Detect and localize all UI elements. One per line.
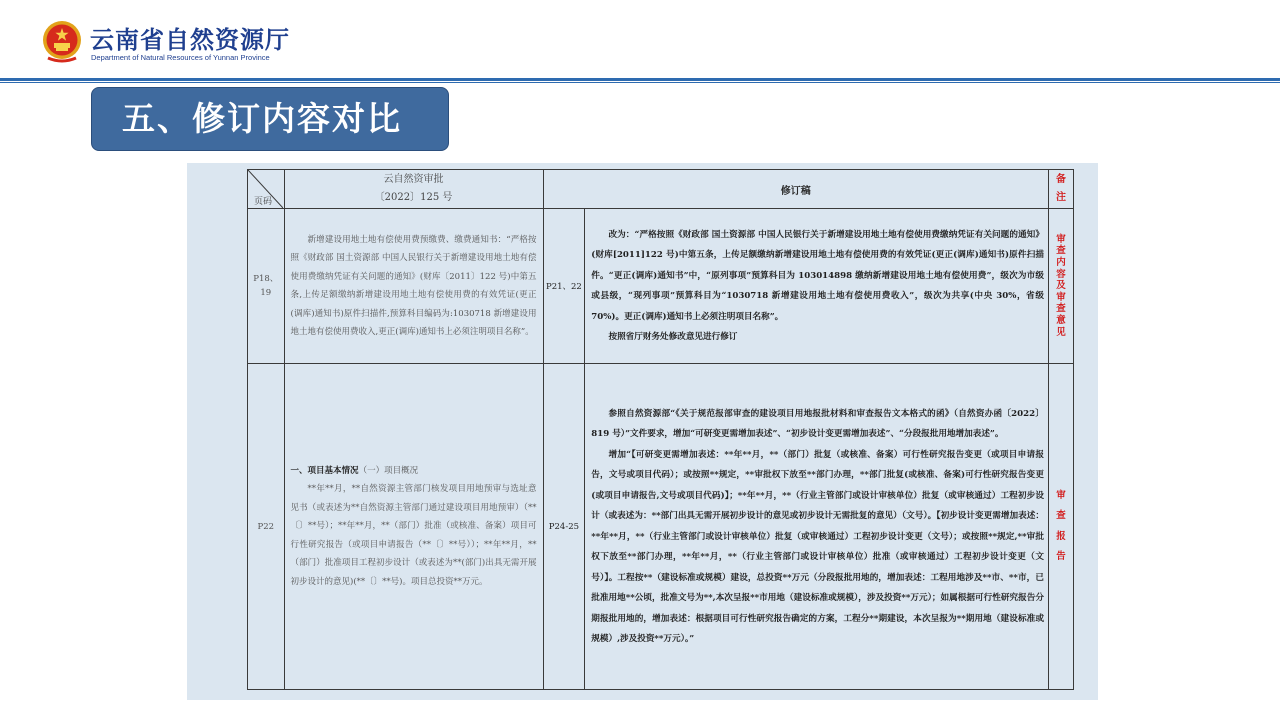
old-text: 新增建设用地土地有偿使用费预缴费、缴费通知书：“严格按照《财政部 国土资源部 中国人民银行关于新增建设用地土地有偿使用费缴纳凭证有关问题的通知》(财库〔2011〕122 号)中第五条,上传足额缴纳新增建设用地土地有偿使用费的有效凭证(更正(调库)通知书)原件扫描件,预算科目编码为:1030718 新增建设用地土地有偿使用费收入,更正(调库)通知书上必须注明项目名称”。: [290, 234, 537, 337]
note-cell: 审 查 报 告: [1048, 364, 1073, 690]
new-text-paragraph: 增加“【可研变更需增加表述：**年**月，**（部门）批复（或核准、备案）可行性研究报告变更（或项目申请报告，文号或项目代码）；或按照**规定，**审批权下放至**部门办理，**部门批复(或核准、备案)可行性研究报告变更(或项目申请报告,文号或项目代码)】；**年**月，**（行业主管部门或设计审核单位）批复（或审核通过）工程初步设计（或表述为：**部门出具无需开展初步设计的意见或初步设计无需批复的意见）（文号）。【初步设计变更需增加表述：**年**月，**（行业主管部门或设计审核单位）批复（或审核通过）工程初步设计变更（文号）；或按照**规定,**审批权下放至**部门办理，**年**月，**（行业主管部门或设计审核单位）批准（或审核通过）工程初步设计变更（文号）】。工程按**（建设标准或规模）建设，总投资**万元（分段报批用地的，增加表述：工程用地涉及**市、**市，已批准用地**公顷，批准文号为**,本次呈报**市用地（建设标准或规模），涉及投资**万元）；如属根据可行性研究报告分期报批用地的，增加表述：根据项目可行性研究报告确定的方案，工程分**期建设，本次呈报为**期用地（建设标准或规模）,涉及投资**万元）。”: [591, 449, 1044, 644]
old-text: **年**月，**自然资源主管部门核发项目用地预审与选址意见书（或表述为**自然资源主管部门通过建设项目用地预审）（**〔〕**号）；**年**月，**（部门）批准（或核准、备案）项目可行性研究报告（或项目申请报告（**〔〕**号））；**年**月，**（部门）批准项目工程初步设计（或表述为**(部门)出具无需开展初步设计的意见)(**〔〕**号)。项目总投资**万元。: [290, 484, 537, 587]
old-title-line1: 云自然资审批: [383, 174, 444, 185]
new-page-cell: P24-25: [543, 364, 585, 690]
table-row: [248, 364, 1074, 690]
header-divider: [0, 78, 1280, 81]
new-text-paragraph: 参照自然资源部“《关于规范报部审查的建设项目用地报批材料和审查报告文本格式的函》（自然资办函〔2022〕819 号）”文件要求，增加“可研变更需增加表述”、“初步设计变更需增加表述”、“分段报批用地增加表述”。: [591, 408, 1044, 439]
header-divider-thin: [0, 82, 1280, 83]
old-page-cell: P18、19: [248, 209, 285, 364]
comparison-table: [247, 169, 1074, 690]
note-column-header: 备 注: [1048, 170, 1073, 209]
new-text-cell: [585, 364, 1049, 690]
new-page-cell: P21、22: [543, 209, 585, 364]
table-header-row: [248, 170, 1074, 209]
old-page-cell: P22: [248, 364, 285, 690]
page-column-header: [248, 170, 285, 209]
old-text-cell: [284, 209, 543, 364]
new-text-cell: [585, 209, 1049, 364]
old-version-header: [284, 170, 543, 209]
note-cell: 审 查 内 容 及 审 查 意 见: [1048, 209, 1073, 364]
page-label: 页码: [254, 197, 273, 207]
org-name-en: Department of Natural Resources of Yunnan Province: [91, 53, 270, 62]
old-title-line2: 〔2022〕125 号: [374, 192, 453, 203]
old-text-cell: [284, 364, 543, 690]
header: [0, 0, 1280, 84]
comparison-document: [187, 163, 1098, 700]
new-text-paragraph: 改为：“严格按照《财政部 国土资源部 中国人民银行关于新增建设用地土地有偿使用费缴纳凭证有关问题的通知》(财库[2011]122 号)中第五条，上传足额缴纳新增建设用地土地有偿使用费的有效凭证(更正(调库)通知书)原件扫描件。“更正(调库)通知书”中，“原列事项”预算科目为 103014898 缴纳新增建设用地土地有偿使用费”，级次为市级或县级，“现列事项”预算科目为“1030718 新增建设用地土地有偿使用费收入”，级次为共享(中央 30%，省级 70%)。更正(调库)通知书上必须注明项目名称”。: [591, 229, 1044, 322]
new-text-paragraph: 按照省厅财务处修改意见进行修订: [608, 332, 738, 342]
section-title: 五、修订内容对比: [91, 87, 449, 151]
old-heading: 一、项目基本情况（一）项目概况: [290, 465, 419, 476]
org-name-cn: 云南省自然资源厅: [90, 25, 290, 54]
national-emblem-icon: [42, 18, 82, 64]
table-row: [248, 209, 1074, 364]
new-version-header: 修订稿: [543, 170, 1048, 209]
